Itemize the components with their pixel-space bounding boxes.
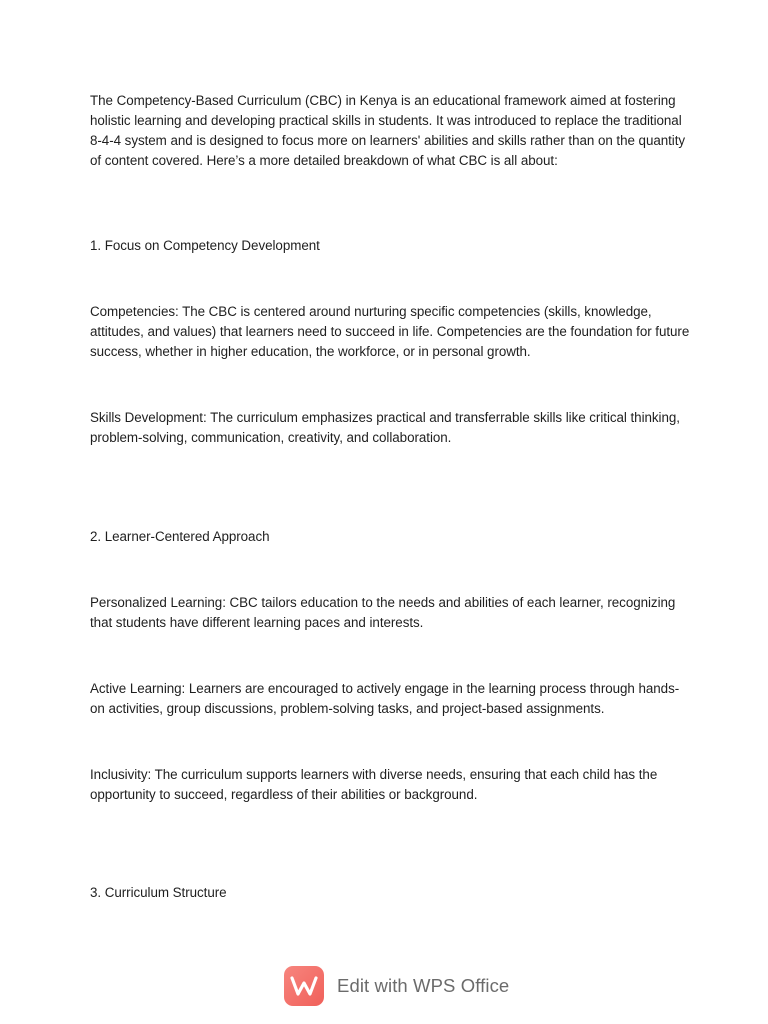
skills-development-paragraph: Skills Development: The curriculum emphasizes practical and transferrable skills like critical thinking, problem-solving, communication, creativity, and collaboration. [90,410,680,445]
wps-watermark[interactable] [284,965,509,1007]
active-learning-paragraph: Active Learning: Learners are encouraged to actively engage in the learning process through hands-on activities, group discussions, problem-solving tasks, and project-based assignments. [90,681,680,716]
section-heading-learner-centered: 2. Learner-Centered Approach [90,529,270,544]
section-heading-competency-development: 1. Focus on Competency Development [90,238,320,253]
competencies-paragraph: Competencies: The CBC is centered around nurturing specific competencies (skills, knowledge, attitudes, and values) that learners need to succeed in life. Competencies are the foundation for future success, whether in higher education, the workforce, or in personal growth. [90,304,690,359]
intro-paragraph: The Competency-Based Curriculum (CBC) in Kenya is an educational framework aimed at fostering holistic learning and developing practical skills in students. It was introduced to replace the traditional 8-4-4 system and is designed to focus more on learners' abilities and skills rather than on the quantity of content covered. Here’s a more detailed breakdown of what CBC is all about: [90,93,686,168]
section-heading-curriculum-structure: 3. Curriculum Structure [90,885,227,900]
wps-watermark-text: Edit with WPS Office [337,975,510,996]
inclusivity-paragraph: Inclusivity: The curriculum supports learners with diverse needs, ensuring that each child has the opportunity to succeed, regardless of their abilities or background. [90,767,658,802]
personalized-learning-paragraph: Personalized Learning: CBC tailors education to the needs and abilities of each learner, recognizing that students have different learning paces and interests. [90,595,676,630]
wps-office-logo-icon [284,966,324,1006]
